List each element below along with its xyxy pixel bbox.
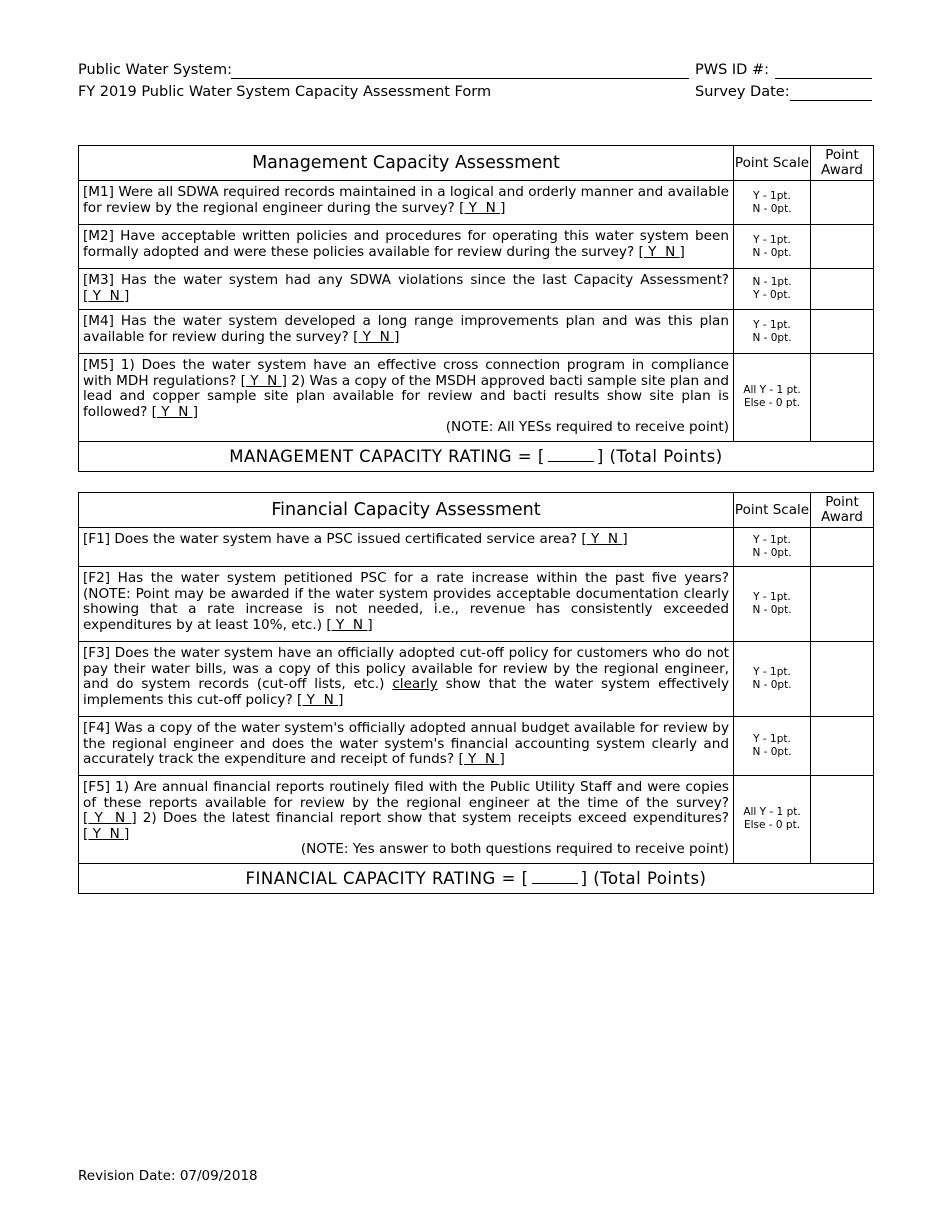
point-award-field[interactable] [811, 181, 874, 225]
management-rating: MANAGEMENT CAPACITY RATING = [ ] (Total Points) [79, 441, 874, 471]
point-award-field[interactable] [811, 269, 874, 310]
question-f3: [F3] Does the water system have an officially adopted cut-off policy for customers who do not pay their water bills, was a copy of this policy available for review by the regional engineer, and do system records (cut-off lists, etc.) clearly show that the water system effectively implements this cut-off policy? [ Y N ] [79, 642, 734, 717]
point-award-field[interactable] [811, 642, 874, 717]
point-scale: Y - 1pt. N - 0pt. [734, 225, 811, 269]
point-scale-header: Point Scale [734, 493, 811, 528]
point-scale: All Y - 1 pt. Else - 0 pt. [734, 776, 811, 864]
point-scale: Y - 1pt. N - 0pt. [734, 717, 811, 776]
financial-total-field[interactable] [532, 869, 578, 884]
yn-selector[interactable]: [ Y N ] [83, 825, 130, 842]
point-award-header: Point Award [811, 146, 874, 181]
table-row [79, 225, 874, 269]
point-award-field[interactable] [811, 310, 874, 354]
point-award-field[interactable] [811, 717, 874, 776]
table-row [79, 567, 874, 642]
point-scale: All Y - 1 pt. Else - 0 pt. [734, 354, 811, 442]
yn-selector[interactable]: [ Y N ] [326, 616, 373, 633]
question-f4: [F4] Was a copy of the water system's officially adopted annual budget available for review by the regional engineer and does the water system's financial accounting system clearly and accurately track the expenditure and receipt of funds? [ Y N ] [79, 717, 734, 776]
yn-selector[interactable]: [ Y N ] [638, 243, 685, 260]
management-total-field[interactable] [548, 447, 594, 462]
system-field[interactable] [231, 62, 689, 79]
note: (NOTE: All YESs required to receive point) [445, 419, 729, 435]
emphasis-clearly: clearly [392, 676, 438, 692]
financial-title: Financial Capacity Assessment [79, 493, 734, 528]
form-title: FY 2019 Public Water System Capacity Assessment Form [78, 84, 492, 100]
yn-selector[interactable]: [ Y N ] [240, 372, 287, 389]
financial-rating: FINANCIAL CAPACITY RATING = [ ] (Total Points) [79, 863, 874, 893]
question-m4: [M4] Has the water system developed a long range improvements plan and was this plan available for review during the survey? [ Y N ] [79, 310, 734, 354]
question-m1: [M1] Were all SDWA required records maintained in a logical and orderly manner and available for review by the regional engineer during the survey? [ Y N ] [79, 181, 734, 225]
point-award-field[interactable] [811, 567, 874, 642]
point-scale-header: Point Scale [734, 146, 811, 181]
table-row [79, 269, 874, 310]
question-f5: [F5] 1) Are annual financial reports routinely filed with the Public Utility Staff and were copies of these reports available for review by the regional engineer at the time of the survey? [ Y N ] 2) Does the latest financial report show that system receipts exceed expenditures? [ Y N ] (NOTE: Yes answer to both questions required to receive point) [79, 776, 734, 864]
header-row-1 [78, 62, 873, 82]
question-m3: [M3] Has the water system had any SDWA violations since the last Capacity Assessment? [ Y N ] [79, 269, 734, 310]
yn-selector[interactable]: [ Y N ] [459, 199, 506, 216]
point-scale: Y - 1pt. N - 0pt. [734, 642, 811, 717]
question-m2: [M2] Have acceptable written policies and procedures for operating this water system been formally adopted and were these policies available for review during the survey? [ Y N ] [79, 225, 734, 269]
yn-selector[interactable]: [ Y N ] [353, 328, 400, 345]
point-award-field[interactable] [811, 225, 874, 269]
yn-selector[interactable]: [ Y N ] [83, 810, 137, 826]
survey-date-label: Survey Date: [695, 84, 790, 100]
yn-selector[interactable]: [ Y N ] [151, 403, 199, 420]
table-row [79, 776, 874, 864]
point-scale: N - 1pt. Y - 0pt. [734, 269, 811, 310]
point-award-field[interactable] [811, 528, 874, 567]
yn-selector[interactable]: [ Y N ] [458, 751, 505, 767]
table-row [79, 528, 874, 567]
management-table [78, 145, 874, 472]
question-f1: [F1] Does the water system have a PSC issued certificated service area? [ Y N ] [79, 528, 734, 567]
table-row [79, 642, 874, 717]
survey-date-field[interactable] [790, 84, 872, 101]
note: (NOTE: Yes answer to both questions required to receive point) [300, 841, 729, 857]
point-scale: Y - 1pt. N - 0pt. [734, 528, 811, 567]
point-award-field[interactable] [811, 776, 874, 864]
financial-table [78, 492, 874, 894]
table-row [79, 354, 874, 442]
table-row [79, 717, 874, 776]
pws-id-field[interactable] [775, 62, 872, 79]
system-label: Public Water System: [78, 62, 232, 78]
table-row [79, 181, 874, 225]
question-f2: [F2] Has the water system petitioned PSC for a rate increase within the past five years? (NOTE: Point may be awarded if the water system provides acceptable documentation clearly showing that a rate increase is not needed, i.e., revenue has consistently exceeded expenditures by at least 10%, etc.) [ Y N ] [79, 567, 734, 642]
point-scale: Y - 1pt. N - 0pt. [734, 310, 811, 354]
pws-id-label: PWS ID #: [695, 62, 769, 78]
point-award-field[interactable] [811, 354, 874, 442]
header-row-2 [78, 84, 873, 104]
yn-selector[interactable]: [ Y N ] [297, 691, 344, 708]
management-title: Management Capacity Assessment [79, 146, 734, 181]
yn-selector[interactable]: [ Y N ] [83, 287, 130, 304]
yn-selector[interactable]: [ Y N ] [581, 531, 628, 547]
point-award-header: Point Award [811, 493, 874, 528]
table-row [79, 310, 874, 354]
point-scale: Y - 1pt. N - 0pt. [734, 181, 811, 225]
question-m5: [M5] 1) Does the water system have an effective cross connection program in compliance with MDH regulations? [ Y N ] 2) Was a copy of the MSDH approved bacti sample site plan and lead and copper sample site plan available for review and bacti results show site plan is followed? [ Y N ] (NOTE: All YESs required to receive point) [79, 354, 734, 442]
revision-date: Revision Date: 07/09/2018 [78, 1168, 258, 1184]
point-scale: Y - 1pt. N - 0pt. [734, 567, 811, 642]
